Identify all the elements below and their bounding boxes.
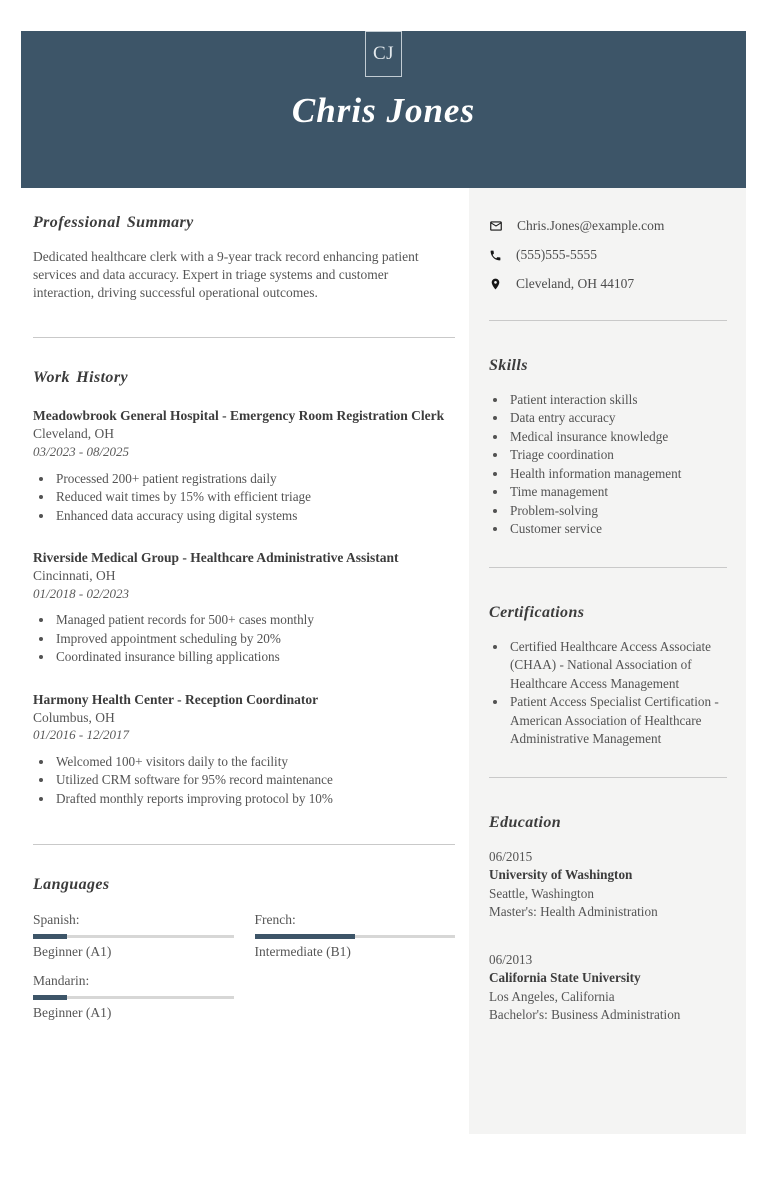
divider — [33, 844, 455, 845]
job-entry — [33, 407, 455, 525]
monogram-badge — [365, 31, 402, 77]
work-history-section — [33, 369, 455, 808]
contact-email-row — [489, 218, 727, 234]
job-location: Cincinnati, OH — [33, 567, 116, 583]
right-sidebar — [469, 188, 746, 1134]
contact-phone-row — [489, 247, 727, 263]
work-history-title: Work History — [33, 369, 128, 387]
education-degree: Master's: Health Administration — [489, 904, 658, 920]
divider — [33, 337, 455, 338]
skill-item: • Time management — [508, 483, 727, 501]
contact-email: Chris.Jones@example.com — [517, 218, 665, 233]
job-bullet-list — [33, 611, 455, 666]
job-title: Harmony Health Center - Reception Coordinator — [33, 691, 319, 707]
certification-item: • Certified Healthcare Access Associate (CHAA) - National Association of Healthcare Access Management — [508, 638, 727, 693]
job-bullet: • Reduced wait times by 15% with efficient triage — [54, 488, 455, 506]
contact-phone: (555)555-5555 — [516, 247, 597, 262]
job-bullet: • Processed 200+ patient registrations daily — [54, 470, 455, 488]
job-entry — [33, 549, 455, 667]
skills-section — [489, 357, 727, 539]
skill-item: • Health information management — [508, 465, 727, 483]
job-dates: 01/2016 - 12/2017 — [33, 727, 130, 743]
email-icon — [489, 219, 503, 233]
education-degree: Bachelor's: Business Administration — [489, 1007, 681, 1023]
job-bullet: • Drafted monthly reports improving protocol by 10% — [54, 790, 455, 808]
divider — [489, 777, 727, 778]
candidate-name: Chris Jones — [291, 91, 476, 130]
job-bullet-list — [33, 470, 455, 525]
progress-fill — [33, 934, 67, 939]
language-level: Beginner (A1) — [33, 943, 112, 959]
education-location: Los Angeles, California — [489, 988, 615, 1004]
header-band — [21, 31, 746, 188]
job-title: Meadowbrook General Hospital - Emergency Room Registration Clerk — [33, 408, 445, 424]
education-entry — [489, 951, 727, 1025]
progress-fill — [33, 995, 67, 1000]
job-dates: 03/2023 - 08/2025 — [33, 444, 130, 460]
languages-section — [33, 876, 455, 1021]
resume-page — [21, 31, 746, 1134]
professional-summary-text: Dedicated healthcare clerk with a 9-year track record enhancing patient services and data accuracy. Expert in triage systems and customer interaction, driving successful operational outcomes. — [33, 249, 419, 300]
education-date: 06/2015 — [489, 848, 533, 864]
skill-item: • Triage coordination — [508, 446, 727, 464]
job-bullet: • Improved appointment scheduling by 20% — [54, 630, 455, 648]
job-entry — [33, 691, 455, 809]
education-school: California State University — [489, 970, 641, 986]
languages-grid — [33, 911, 455, 1021]
language-name: French: — [254, 912, 296, 928]
language-item — [33, 972, 234, 1021]
job-title: Riverside Medical Group - Healthcare Administrative Assistant — [33, 550, 399, 566]
progress-fill — [255, 934, 355, 939]
education-section — [489, 814, 727, 1025]
skill-item: • Data entry accuracy — [508, 409, 727, 427]
resume-body — [21, 188, 746, 1134]
certification-item: • Patient Access Specialist Certification - American Association of Healthcare Administrative Management — [508, 693, 727, 748]
monogram-initials: CJ — [372, 43, 395, 64]
language-item — [33, 911, 234, 960]
language-progress-bar — [255, 934, 456, 939]
language-item — [255, 911, 456, 960]
languages-title: Languages — [33, 876, 110, 894]
skills-title: Skills — [489, 357, 528, 374]
job-location: Cleveland, OH — [33, 426, 114, 442]
location-pin-icon — [489, 277, 502, 291]
job-bullet: • Enhanced data accuracy using digital systems — [54, 507, 455, 525]
language-progress-bar — [33, 934, 234, 939]
language-level: Beginner (A1) — [33, 1004, 112, 1020]
job-bullet: • Coordinated insurance billing applications — [54, 648, 455, 666]
education-entry — [489, 848, 727, 922]
certifications-list — [489, 638, 727, 749]
education-location: Seattle, Washington — [489, 885, 594, 901]
skill-item: • Problem-solving — [508, 502, 727, 520]
professional-summary-title: Professional Summary — [33, 214, 194, 231]
contact-location: Cleveland, OH 44107 — [516, 276, 635, 291]
language-name: Spanish: — [33, 912, 80, 928]
skill-item: • Medical insurance knowledge — [508, 428, 727, 446]
phone-icon — [489, 249, 502, 262]
job-bullet: • Managed patient records for 500+ cases monthly — [54, 611, 455, 629]
job-bullet-list — [33, 753, 455, 808]
education-date: 06/2013 — [489, 951, 533, 967]
job-bullet: • Welcomed 100+ visitors daily to the facility — [54, 753, 455, 771]
skill-item: • Patient interaction skills — [508, 391, 727, 409]
language-name: Mandarin: — [33, 973, 90, 989]
contact-location-row — [489, 276, 727, 292]
contact-section — [489, 218, 727, 292]
job-dates: 01/2018 - 02/2023 — [33, 585, 130, 601]
professional-summary-section — [33, 214, 455, 301]
divider — [489, 567, 727, 568]
divider — [489, 320, 727, 321]
job-bullet: • Utilized CRM software for 95% record maintenance — [54, 771, 455, 789]
left-column — [21, 188, 469, 1134]
certifications-title: Certifications — [489, 603, 585, 621]
job-location: Columbus, OH — [33, 709, 115, 725]
education-school: University of Washington — [489, 867, 633, 883]
language-level: Intermediate (B1) — [254, 943, 351, 959]
education-title: Education — [489, 813, 562, 831]
skills-list — [489, 391, 727, 539]
language-progress-bar — [33, 995, 234, 1000]
skill-item: • Customer service — [508, 520, 727, 538]
certifications-section — [489, 604, 727, 749]
